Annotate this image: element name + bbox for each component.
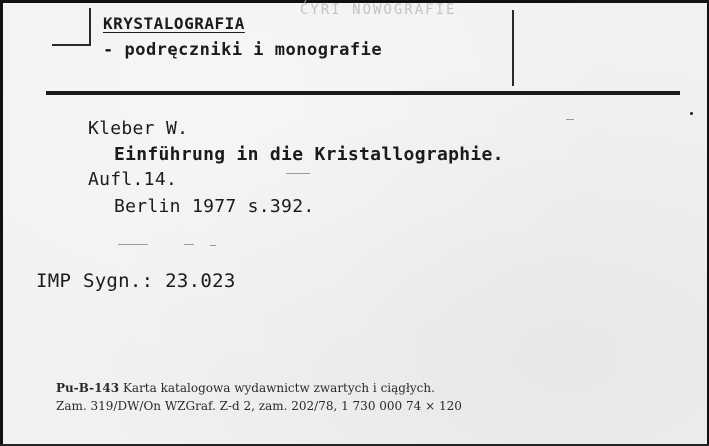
subject-heading: KRYSTALOGRAFIA bbox=[103, 14, 245, 33]
call-number: IMP Sygn.: 23.023 bbox=[36, 270, 236, 292]
scan-speck bbox=[210, 245, 216, 246]
form-code: Pu-B-143 bbox=[56, 381, 120, 395]
header-rule bbox=[46, 91, 680, 95]
bleed-through-text: ĆYRI NOWOGRAFIE bbox=[300, 2, 457, 18]
scan-speck bbox=[118, 244, 148, 245]
scan-dot bbox=[690, 112, 693, 115]
entry-author: Kleber W. bbox=[88, 118, 189, 139]
header-tick-left bbox=[52, 44, 90, 46]
footer-form-line bbox=[56, 381, 435, 395]
entry-publication: Berlin 1977 s.392. bbox=[114, 196, 315, 217]
header-divider-right bbox=[512, 10, 514, 86]
entry-edition: Aufl.14. bbox=[88, 169, 178, 190]
scan-edge-left bbox=[0, 0, 3, 446]
footer-print-info: Zam. 319/DW/On WZGraf. Z-d 2, zam. 202/78, 1 730 000 74 × 120 bbox=[56, 399, 462, 413]
subject-subheading: - podręczniki i monografie bbox=[103, 40, 383, 60]
entry-title: Einführung in die Kristallographie. bbox=[114, 144, 504, 165]
scan-speck bbox=[184, 244, 194, 245]
scan-speck bbox=[286, 173, 310, 174]
header-divider-left bbox=[89, 8, 91, 46]
form-name: Karta katalogowa wydawnictw zwartych i ciągłych. bbox=[122, 381, 435, 395]
scan-speck bbox=[566, 119, 574, 120]
